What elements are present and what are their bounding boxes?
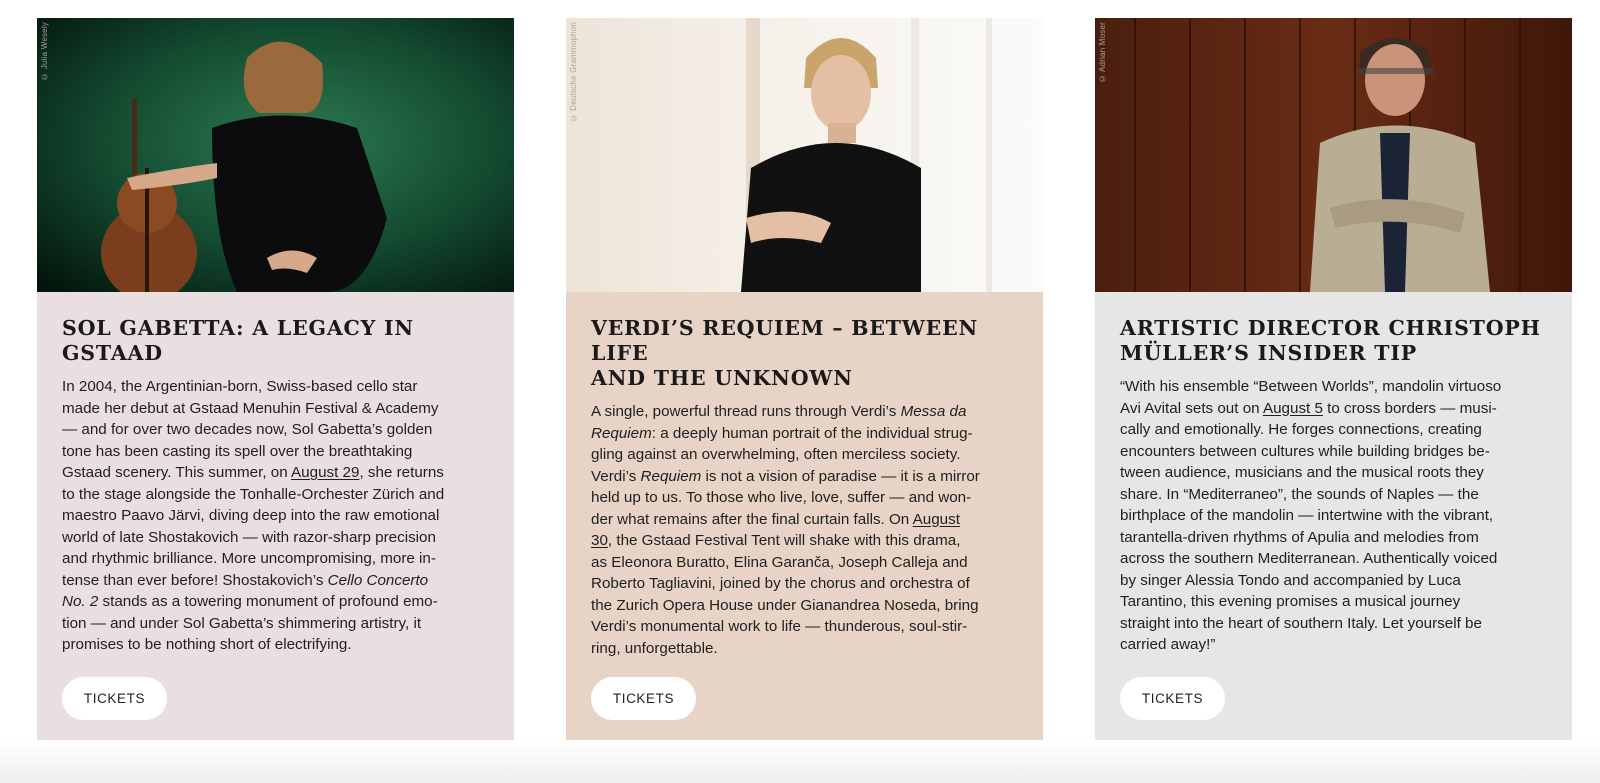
text-run: birthplace of the mandolin — intertwine with the vibrant, — [1120, 507, 1494, 524]
text-run: Roberto Tagliavini, joined by the chorus and orchestra of — [591, 575, 970, 592]
card-description — [1120, 376, 1550, 656]
text-run: cally and emotionally. He forges connections, creating — [1120, 421, 1482, 438]
photo-conductor-image — [566, 18, 1043, 292]
description-line — [62, 570, 492, 592]
description-line — [591, 552, 1021, 574]
text-run: carried away!” — [1120, 636, 1216, 653]
text-run: straight into the heart of southern Italy. Let yourself be — [1120, 614, 1482, 632]
text-run: tense than ever before! Shostakovich’s — [62, 571, 328, 589]
description-line — [591, 466, 1021, 488]
description-line — [62, 548, 492, 570]
description-line — [591, 444, 1021, 466]
text-run: tone has been casting its spell over the breathtaking — [62, 442, 413, 460]
text-run: the Zurich Opera House under Gianandrea Noseda, bring — [591, 596, 979, 614]
card-title-line: ARTISTIC DIRECTOR CHRISTOPH — [1120, 316, 1541, 340]
photo-christoph-muller[interactable] — [1095, 18, 1572, 292]
description-line — [62, 419, 492, 441]
description-line — [591, 423, 1021, 445]
text-run: : a deeply human portrait of the individual strug- — [651, 424, 973, 442]
description-line — [591, 509, 1021, 531]
card-title-line: MÜLLER’S INSIDER TIP — [1120, 341, 1417, 365]
description-line — [1120, 484, 1550, 506]
photo-sol-gabetta[interactable] — [37, 18, 514, 292]
description-line — [591, 530, 1021, 552]
description-line — [62, 527, 492, 549]
text-run: Tarantino, this evening promises a musical journey — [1120, 593, 1461, 610]
card-title[interactable] — [591, 316, 1018, 391]
date-link[interactable]: August 29 — [291, 464, 360, 481]
description-line — [62, 505, 492, 527]
text-run: Avi Avital sets out on — [1120, 399, 1263, 417]
text-run: promises to be nothing short of electrifying. — [62, 636, 352, 653]
text-run: der what remains after the final curtain falls. On — [591, 510, 913, 528]
description-line — [1120, 613, 1550, 635]
card-title-line: AND THE UNKNOWN — [591, 366, 853, 390]
card-title-line: VERDI’S REQUIEM – BETWEEN LIFE — [591, 316, 979, 365]
text-run: share. In “Mediterraneo”, the sounds of Naples — the — [1120, 485, 1479, 503]
description-line — [591, 573, 1021, 595]
text-run: gling against an overwhelming, often merciless society. — [591, 446, 961, 463]
description-line — [62, 613, 492, 635]
card-title[interactable] — [62, 316, 489, 366]
event-cards — [37, 18, 1572, 740]
description-line — [62, 634, 492, 656]
text-run: to cross borders — musi- — [1322, 399, 1497, 417]
photo-director-image — [1095, 18, 1572, 292]
text-run: held up to us. To those who live, love, suffer — and won- — [591, 489, 972, 506]
photo-credit: © Julia Wesely — [40, 22, 49, 81]
text-run: stands as a towering monument of profound emo- — [98, 593, 438, 610]
description-line — [1120, 376, 1550, 398]
description-line — [1120, 634, 1550, 656]
card-title-line: SOL GABETTA: A LEGACY IN — [62, 316, 414, 340]
card-body — [566, 292, 1043, 740]
date-link[interactable]: August — [912, 510, 960, 528]
description-line — [62, 376, 492, 398]
photo-credit: © Deutsche Grammophon — [569, 22, 578, 123]
card-body — [1095, 292, 1572, 740]
text-run: tarantella-driven rhythms of Apulia and melodies from — [1120, 528, 1479, 546]
text-run: Verdi’s — [591, 467, 641, 485]
card-description — [591, 401, 1021, 659]
description-line — [62, 462, 492, 484]
description-line — [1120, 419, 1550, 441]
text-run: made her debut at Gstaad Menuhin Festival & Academy — [62, 399, 439, 417]
text-run: tween audience, musicians and the musical roots they — [1120, 464, 1484, 481]
text-run: and rhythmic brilliance. More uncompromising, more in- — [62, 550, 436, 567]
event-card-insider-tip — [1095, 18, 1572, 740]
work-title: Messa da — [900, 403, 967, 420]
text-run: Verdi’s monumental work to life — thunderous, soul-stir- — [591, 618, 968, 635]
photo-credit: © Adrian Moser — [1098, 22, 1107, 84]
event-card-sol-gabetta — [37, 18, 514, 740]
card-description — [62, 376, 492, 656]
text-run: Gstaad scenery. This summer, on — [62, 464, 292, 481]
description-line — [1120, 441, 1550, 463]
work-title: Cello Concerto — [327, 571, 429, 589]
description-line — [591, 487, 1021, 509]
date-link[interactable]: 30 — [591, 532, 608, 549]
page-bottom-edge — [0, 740, 1600, 783]
tickets-button[interactable]: TICKETS — [1120, 677, 1225, 720]
text-run: tion — and under Sol Gabetta’s shimmering artistry, it — [62, 614, 422, 632]
description-line — [62, 484, 492, 506]
text-run: , she returns — [359, 464, 444, 481]
photo-cellist-image — [37, 18, 514, 292]
photo-verdi-requiem[interactable] — [566, 18, 1043, 292]
text-run: maestro Paavo Järvi, diving deep into the raw emotional — [62, 507, 440, 524]
date-link[interactable]: August 5 — [1262, 399, 1323, 417]
description-line — [1120, 462, 1550, 484]
description-line — [62, 441, 492, 463]
work-title: No. 2 — [62, 593, 99, 610]
card-body — [37, 292, 514, 740]
description-line — [591, 401, 1021, 423]
text-run: In 2004, the Argentinian-born, Swiss-based cello star — [62, 378, 418, 395]
text-run: A single, powerful thread runs through Verdi’s — [591, 403, 901, 420]
card-title[interactable] — [1120, 316, 1547, 366]
text-run: — and for over two decades now, Sol Gabetta’s golden — [62, 421, 433, 438]
description-line — [1120, 548, 1550, 570]
text-run: is not a vision of paradise — it is a mirror — [701, 467, 980, 485]
text-run: to the stage alongside the Tonhalle-Orchester Zürich and — [62, 485, 445, 503]
description-line — [591, 616, 1021, 638]
card-title-line: GSTAAD — [62, 341, 163, 365]
description-line — [62, 591, 492, 613]
text-run: world of late Shostakovich — with razor-sharp precision — [62, 528, 436, 546]
description-line — [1120, 527, 1550, 549]
description-line — [591, 595, 1021, 617]
text-run: , the Gstaad Festival Tent will shake with this drama, — [607, 532, 961, 549]
text-run: across the southern Mediterranean. Authentically voiced — [1120, 550, 1498, 567]
event-card-verdi-requiem — [566, 18, 1043, 740]
description-line — [62, 398, 492, 420]
description-line — [591, 638, 1021, 660]
description-line — [1120, 591, 1550, 613]
text-run: “With his ensemble “Between Worlds”, mandolin virtuoso — [1120, 378, 1502, 395]
description-line — [1120, 398, 1550, 420]
description-line — [1120, 570, 1550, 592]
text-run: as Eleonora Buratto, Elina Garanča, Joseph Calleja and — [591, 553, 968, 571]
description-line — [1120, 505, 1550, 527]
text-run: encounters between cultures while building bridges be- — [1120, 442, 1490, 460]
work-title: Requiem — [591, 424, 652, 442]
text-run: ring, unforgettable. — [591, 639, 718, 657]
work-title: Requiem — [640, 467, 702, 485]
text-run: by singer Alessia Tondo and accompanied by Luca — [1120, 571, 1461, 589]
tickets-button[interactable]: TICKETS — [62, 677, 167, 720]
tickets-button[interactable]: TICKETS — [591, 677, 696, 720]
